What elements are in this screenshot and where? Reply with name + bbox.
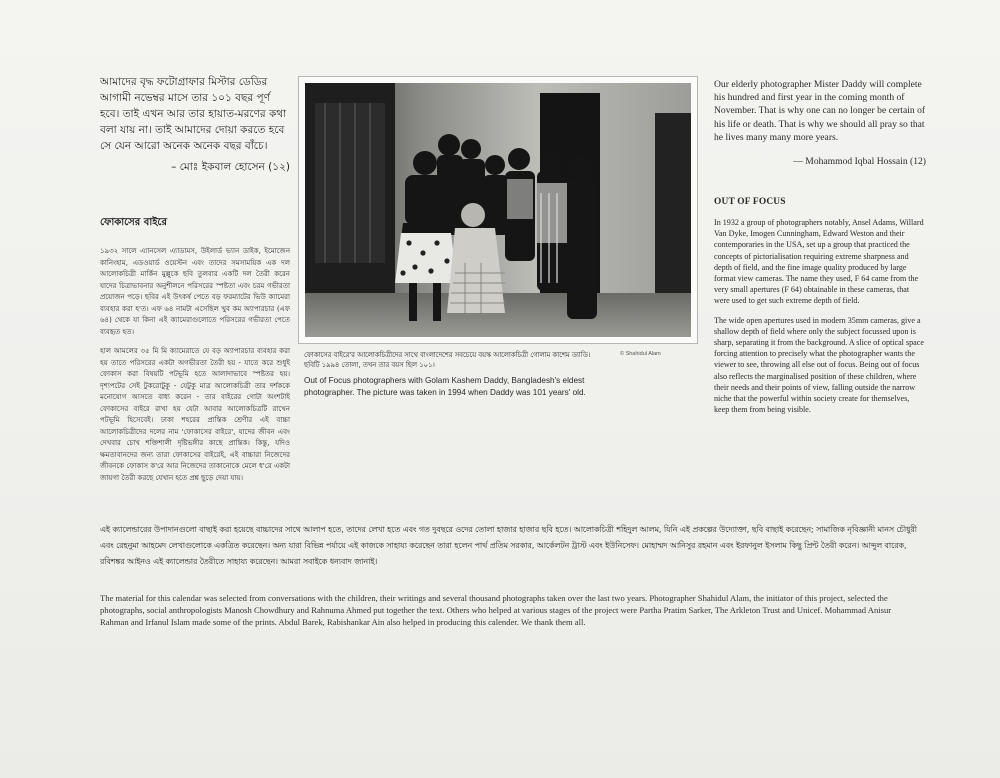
quote-english: Our elderly photographer Mister Daddy will complete his hundred and first year in the coming month of November. That is why one can no longer be certain of his life or death. That is why we should all pray so that he lives many many more years. bbox=[714, 79, 926, 143]
english-column bbox=[714, 78, 926, 423]
body-paragraph-bengali-2: হাল আমলের ৩৫ মি মি ক্যামেরাতে যে বড় অ্যাপারচার ব্যবহার করা হয় তাতে পরিসরের একটা অগভীরতা তৈরী হয় - যাতে করে শুধুই ফোকাস করা বিষয়টি পটভূমি হতে আলাদাভাবে স্পষ্টতর হয়। দৃশ্যপটের সেই টুকরোটুকু - যেটুকু মাত্র আলোকচিত্রী তার দর্শককে মনোযোগ আসতে বাধ্য করেন - তার বাইরের গোটা অংশটাই ফোকাসের বাইরে রাখা হয় যেটা আবার আলোকচিত্রটি রাখেন পটভূমি হিসেবেই। ঢাকা শহরের প্রান্তিক শ্রেণীর এই বাচ্চা আলোকচিত্রীদের দলের নাম 'ফোকাসের বাইরে', যাদের জীবন এবং দেখবার চোখ শক্তিশালী দৃষ্টিভঙ্গীর কাছে প্রান্তিক। কিন্তু, যদিও ক্ষমতাবানদের জন্য তারা ফোকাসের বাইরেই, এই বাচ্চারা নিজেদের জীবনকে ফোকাস ক'রে আর নিজেদের তাকানোকে মেলে ধ'রে একটা জায়গা তৈরী করছে যেখান হতে প্রশ্ন ছুড়ে দেয়া যায়। bbox=[100, 347, 290, 482]
photo-caption-bengali: ফোকাসের বাইরে'র আলোকচিত্রীদের সাথে বাংলাদেশের সবচেয়ে বয়স্ক আলোকচিত্রী গোলাম কাশেম ড্যাডি। ছবিটি ১৯৯৪ তোলা, তখন তার বয়স ছিল ১০১। bbox=[304, 351, 591, 369]
body-paragraph-english-1: In 1932 a group of photographers notably, Ansel Adams, Willard Van Dyke, Imogen Cunningham, Edward Weston and their contemporaries in the USA, set up a group that practiced the concepts of pictorialisation requiring extreme sharpness and depth of field, and the fine image quality produced by large format view cameras. The name they used, F 64 came from the very small apertures (F 64) obtainable in these cameras, that were used to get such extreme depth of field. bbox=[714, 218, 924, 306]
quote-attribution-bengali: – মোঃ ইকবাল হোসেন (১২) bbox=[171, 161, 290, 173]
body-paragraph-bengali-1: ১৯৩২ সালে এ্যানসেল এ্যাডামস, উইলার্ড ভ্যান ডাইক, ইমোজেন কানিংহাম, এডওয়ার্ড ওয়েস্টন এবং তাদের সমসাময়িক এক দল আলোকচিত্রী মার্কিন মুল্লুকে ছবি তুলবার একটি দল তৈরী করেন যাদের চিত্রাভাবনার অনুশীলনে পরিসরের স্পষ্টতা এবং চরম গভীরতা প্রয়োজন পড়ে। ছবির এই উৎকর্ষ পেতে বড় ফরম্যাটের ভিউ ক্যামেরা ব্যবহার করা হ'ত। এফ ৬৪ নামটা এসেছিল খুব কম অ্যাপারচার (এফ ৬৪) থেকে যা কিনা এই ক্যামেরাগুলোতে পরিসরের গভীরতা পেতে ব্যবহৃত হত। bbox=[100, 247, 290, 336]
photo-frame bbox=[298, 76, 698, 344]
quote-bengali: আমাদের বৃদ্ধ ফটোগ্রাফার মিস্টার ডেডির আগামী নভেম্বর মাসে তার ১০১ বছর পূর্ণ হবে। তাই এখন আর তার হায়াত-মরণের কথা বলা যায় না। তাই আমাদের দোয়া করতে হবে সে যেন আরো অনেক অনেক বছর বাঁচে। bbox=[100, 76, 287, 152]
photo-caption-english: Out of Focus photographers with Golam Kashem Daddy, Bangladesh's eldest photographer. The picture was taken in 1994 when Daddy was 101 years' old. bbox=[304, 376, 586, 397]
section-heading-bengali: ফোকাসের বাইরে bbox=[100, 217, 167, 228]
acknowledgement-bengali: এই ক্যালেন্ডারের উপাদানগুলো বাছাই করা হয়েছে বাচ্চাদের সাথে আলাপ হতে, তাদের লেখা হতে এবং গত দুবছরে ওদের তোলা হাজার হাজার ছবি হতে। আলোকচিত্রী শহিদুল আলম, যিনি এই প্রকল্পের উদ্যোক্তা, ছবি বাছাই করেছেন; সামাজিক নৃবিজ্ঞানী মানস চৌধুরী এবং রেহনুমা আহমেদ লেখাগুলোকে একত্রিত করেছেন। অন্য যারা বিভিন্ন পর্যায়ে এই কাজকে সাহায্য করেছেন তারা হলেন পার্থ প্রতিম সরকার, আর্কেলটন ট্রাস্ট এবং ইউনিসেফ। মোহাম্মদ আনিসুর রহমান এবং ইরফানুল ইসলাম কিছু প্রিন্ট তৈরী করেন। আব্দুল বারেক, রবিশঙ্কর আইনও এই ক্যালেন্ডার তৈরীতে সাহায্য করেছেন। আমরা সবাইকে ধন্যবাদ জানাই। bbox=[100, 525, 917, 566]
section-heading-english: OUT OF FOCUS bbox=[714, 197, 786, 208]
body-paragraph-english-2: The wide open apertures used in modern 35mm cameras, give a shallow depth of field where only the subject focussed upon is sharp, separating it from the background. A slice of optical space forcing attention to precisely what the photographer wants the viewer to see, throwing all else out of focus. Being out of focus also reflects the marginalised position of these children, where their needs and their points of view, falling outside the narrow niche that the powerful within society create for themselves, keep them from being visible. bbox=[714, 315, 924, 415]
group-photograph bbox=[305, 83, 691, 337]
photo-credit: © Shahidul Alam bbox=[620, 351, 661, 357]
acknowledgement-english: The material for this calendar was selected from conversations with the children, their writings and several thousand photographs taken over the last two years. Photographer Shahidul Alam, the initiator of this project, selected the photographs, social anthropologists Manosh Chowdhury and Rahnuma Ahmed put together the text. Others who helped at various stages of the project were Partha Pratim Sarker, The Arkleton Trust and Unicef. Mohammad Anisur Rahman and Irfanul Islam made some of the prints. Abdul Barek, Rabishankar Ain also helped in producing this calender. We thank them all. bbox=[100, 593, 892, 627]
quote-attribution-english: — Mohammod Iqbal Hossain (12) bbox=[793, 156, 926, 168]
bengali-column bbox=[100, 74, 290, 492]
